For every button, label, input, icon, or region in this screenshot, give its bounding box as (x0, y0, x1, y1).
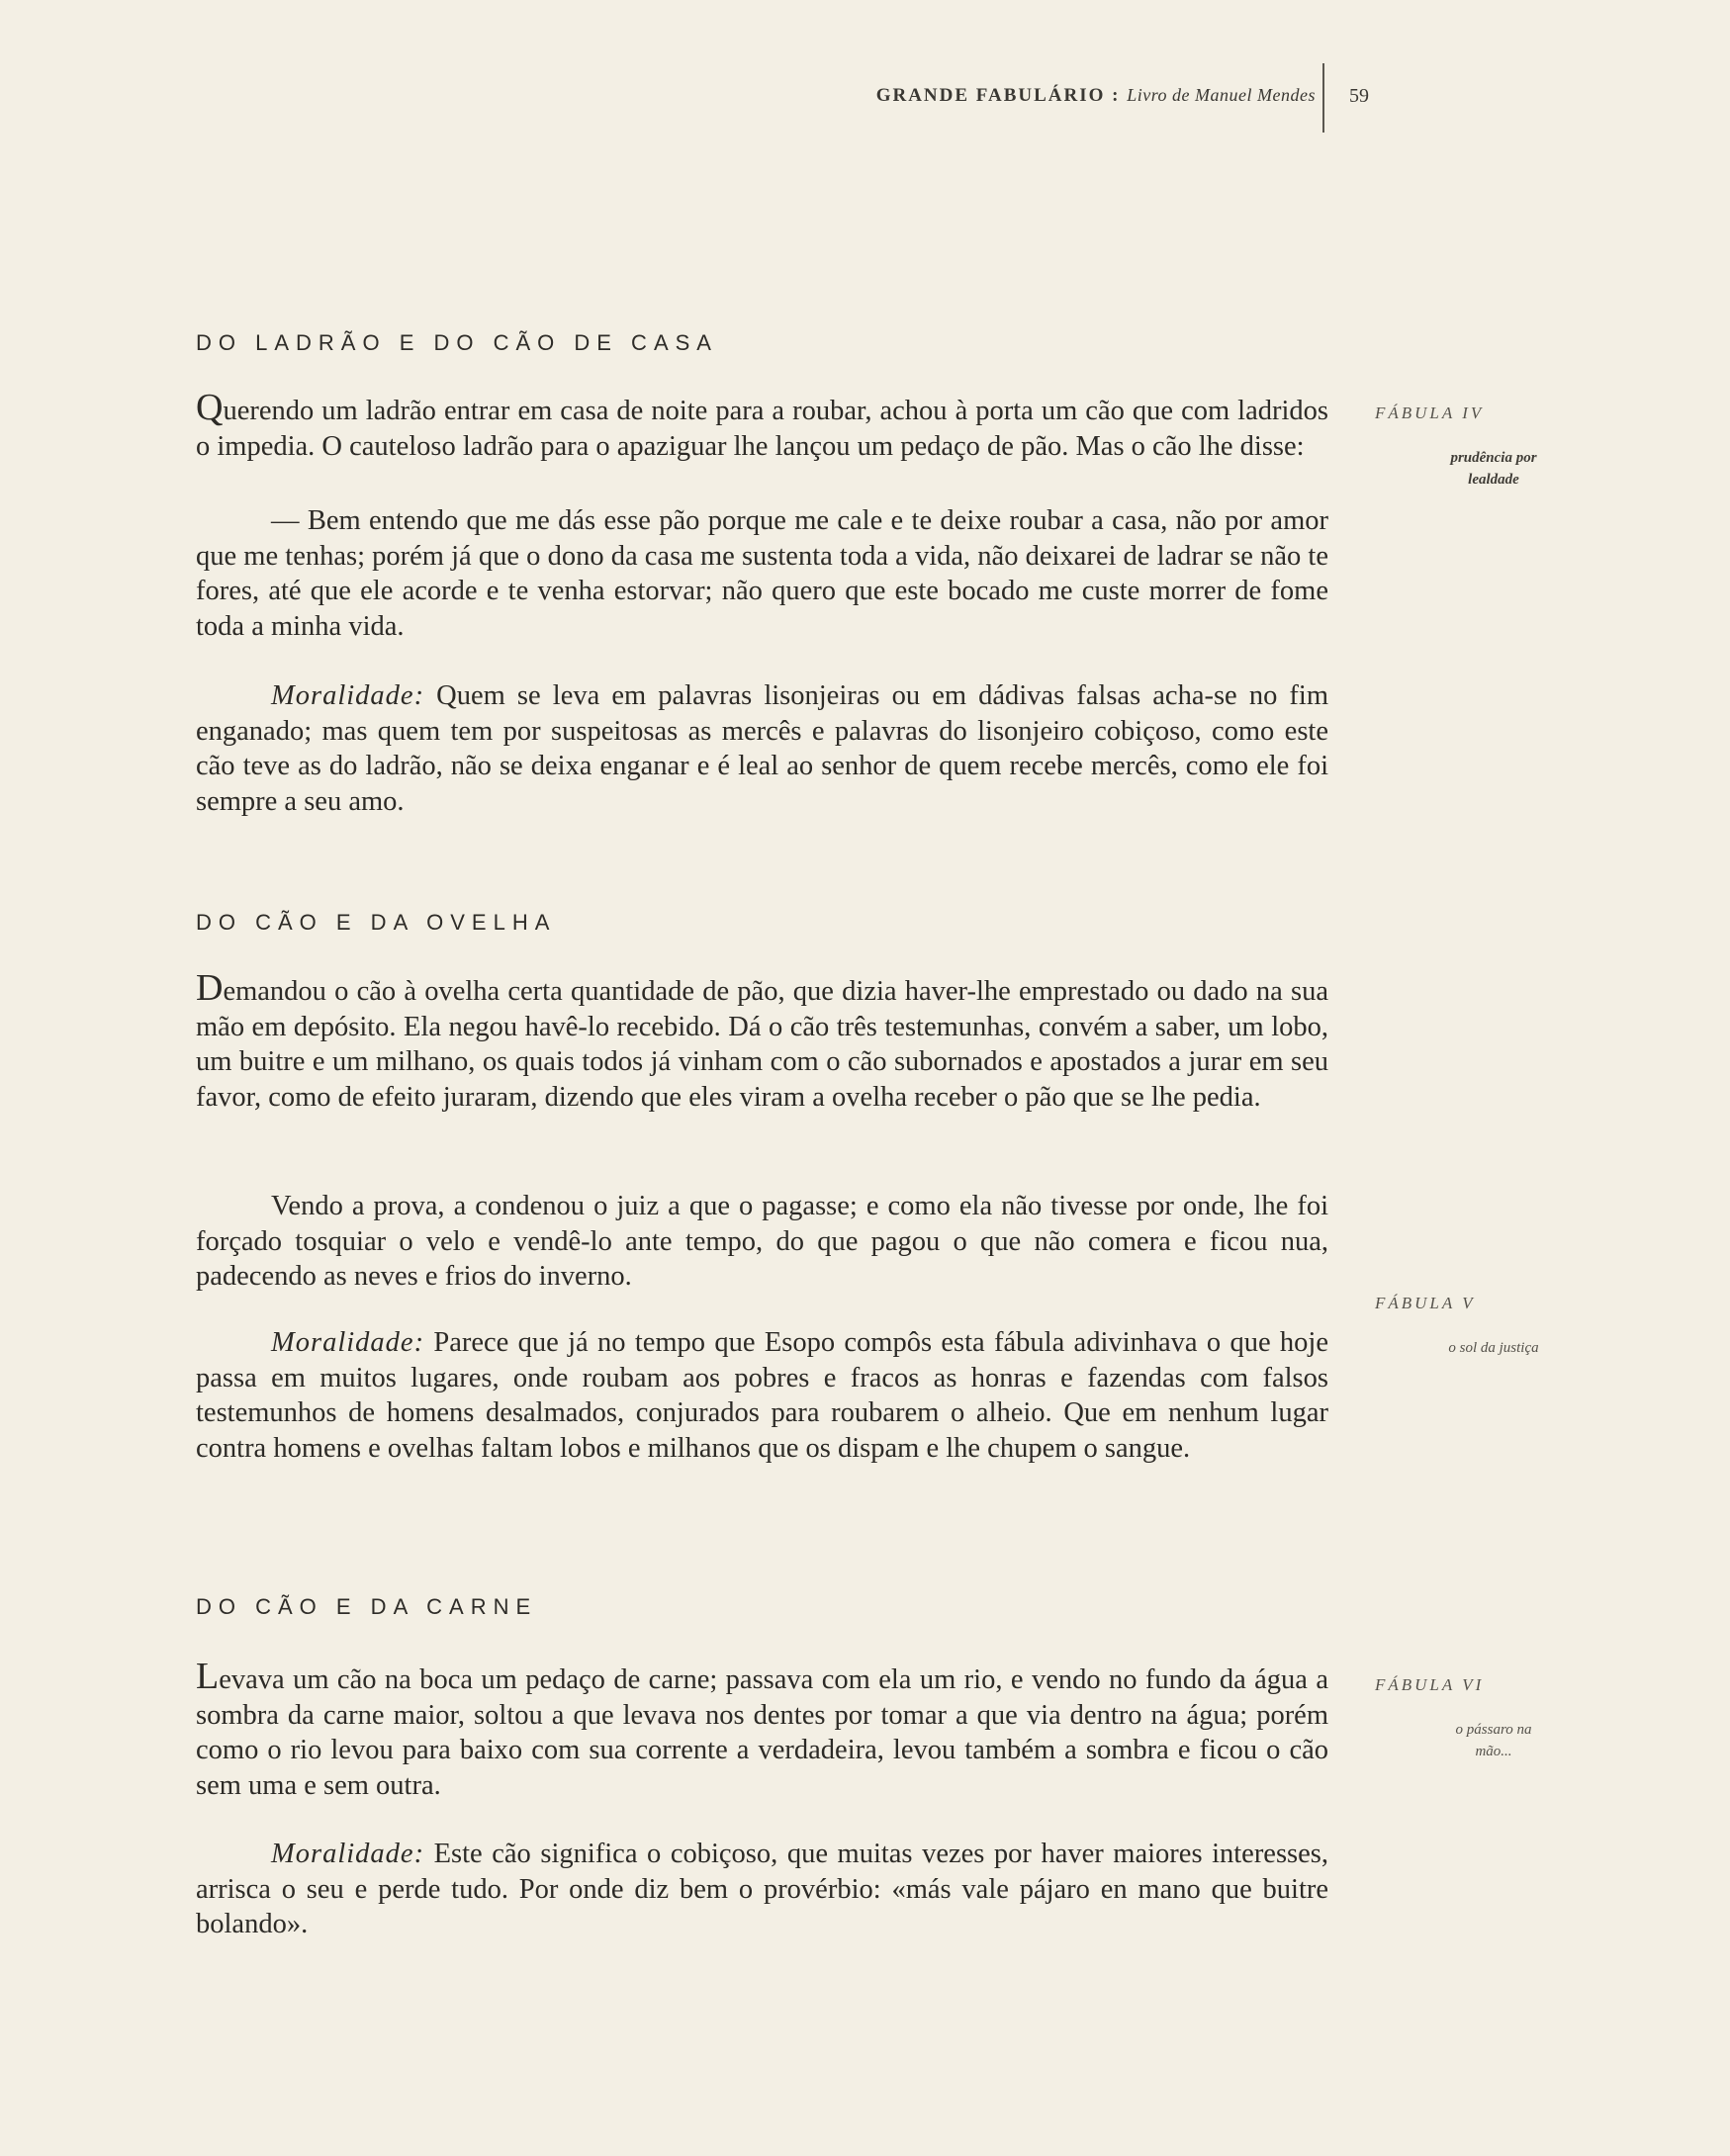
fable-4-margin-label: FÁBULA IV (1375, 404, 1485, 422)
fable-6-moral-text: Este cão significa o cobiçoso, que muitas vezes por haver maiores interesses, arrisca o seu e perde tudo. Por onde diz bem o provérbio: «más vale pájaro en mano que buitre bolando». (196, 1839, 1329, 1939)
fable-5-margin-note (1390, 1337, 1597, 1359)
page-number: 59 (1349, 85, 1369, 107)
fable-4-initial: Q (196, 387, 224, 428)
margin-note-line: o sol da justiça (1448, 1340, 1539, 1356)
moral-label: Moralidade: (271, 1327, 425, 1358)
fable-4-moral-text: Quem se leva em palavras lisonjeiras ou em dádivas falsas acha-se no fim enganado; mas quem tem por suspeitosas as mercês e palavras do lisonjeiro cobiçoso, como este cão teve as do ladrão, não se deixa enganar e é leal ao senhor de quem recebe mercês, como ele foi sempre a seu amo. (196, 680, 1328, 817)
margin-note-line: o pássaro na (1455, 1722, 1532, 1738)
fable-4-body (196, 387, 1328, 464)
fable-6-title: DO CÃO E DA CARNE (196, 1594, 538, 1619)
fable-4-margin-note (1390, 447, 1597, 491)
fable-6-margin-note (1390, 1719, 1597, 1762)
fable-5-margin-label: FÁBULA V (1375, 1294, 1476, 1312)
header-divider (1322, 63, 1324, 133)
running-header (633, 85, 1316, 107)
fable-6-margin-label: FÁBULA VI (1375, 1675, 1485, 1694)
fable-4-title: DO LADRÃO E DO CÃO DE CASA (196, 330, 718, 355)
fable-5-initial: D (196, 967, 224, 1009)
fable-5-title: DO CÃO E DA OVELHA (196, 910, 557, 935)
fable-6-body (196, 1656, 1328, 1803)
fable-5-moral (196, 1325, 1328, 1466)
book-title: GRANDE FABULÁRIO : (875, 85, 1121, 106)
fable-6-body-text: evava um cão na boca um pedaço de carne; passava com ela um rio, e vendo no fundo da água a sombra da carne maior, soltou a que levava nos dentes por tomar a que via dentro na água; porém como o rio levou para baixo com sua corrente a verdadeira, levou também a sombra e ficou o cão sem uma e sem outra. (196, 1664, 1328, 1801)
margin-note-line: lealdade (1468, 472, 1519, 488)
margin-note-line: prudência por (1450, 450, 1537, 466)
fable-4-moral (196, 678, 1328, 819)
fable-4-body-text: uerendo um ladrão entrar em casa de noite para a roubar, achou à porta um cão que com ladridos o impedia. O cauteloso ladrão para o apaziguar lhe lançou um pedaço de pão. Mas o cão lhe disse: (196, 396, 1328, 462)
fable-6-initial: L (196, 1656, 220, 1697)
fable-5-moral-text: Parece que já no tempo que Esopo compôs esta fábula adivinhava o que hoje passa em muitos lugares, onde roubam aos pobres e fracos as honras e fazendas com falsos testemunhos de homens desalmados, conjurados para roubarem o alheio. Que em nenhum lugar contra homens e ovelhas faltam lobos e milhanos que os dispam e lhe chupem o sangue. (196, 1327, 1328, 1464)
fable-5-continuation: Vendo a prova, a condenou o juiz a que o pagasse; e como ela não tivesse por onde, lhe foi forçado tosquiar o velo e vendê-lo ante tempo, do que pagou o que não comera e ficou nua, padecendo as neves e frios do inverno. (196, 1191, 1328, 1292)
moral-label: Moralidade: (271, 680, 425, 711)
fable-5-body (196, 967, 1328, 1115)
fable-5-body-text: emandou o cão à ovelha certa quantidade de pão, que dizia haver-lhe emprestado ou dado na sua mão em depósito. Ela negou havê-lo recebido. Dá o cão três testemunhas, convém a saber, um lobo, um buitre e um milhano, os quais todos já vinham com o cão subornados e apostados a jurar em seu favor, como de efeito juraram, dizendo que eles viram a ovelha receber o pão que se lhe pedia. (196, 976, 1328, 1113)
moral-label: Moralidade: (271, 1839, 425, 1869)
fable-6-moral (196, 1837, 1328, 1942)
margin-note-line: mão... (1475, 1744, 1512, 1759)
fable-4-dialogue: — Bem entendo que me dás esse pão porque me cale e te deixe roubar a casa, não por amor que me tenhas; porém já que o dono da casa me sustenta toda a vida, não deixarei de ladrar se não te fores, até que ele acorde e te venha estorvar; não quero que este bocado me custe morrer de fome toda a minha vida. (196, 505, 1328, 642)
book-subtitle: Livro de Manuel Mendes (1127, 85, 1316, 105)
